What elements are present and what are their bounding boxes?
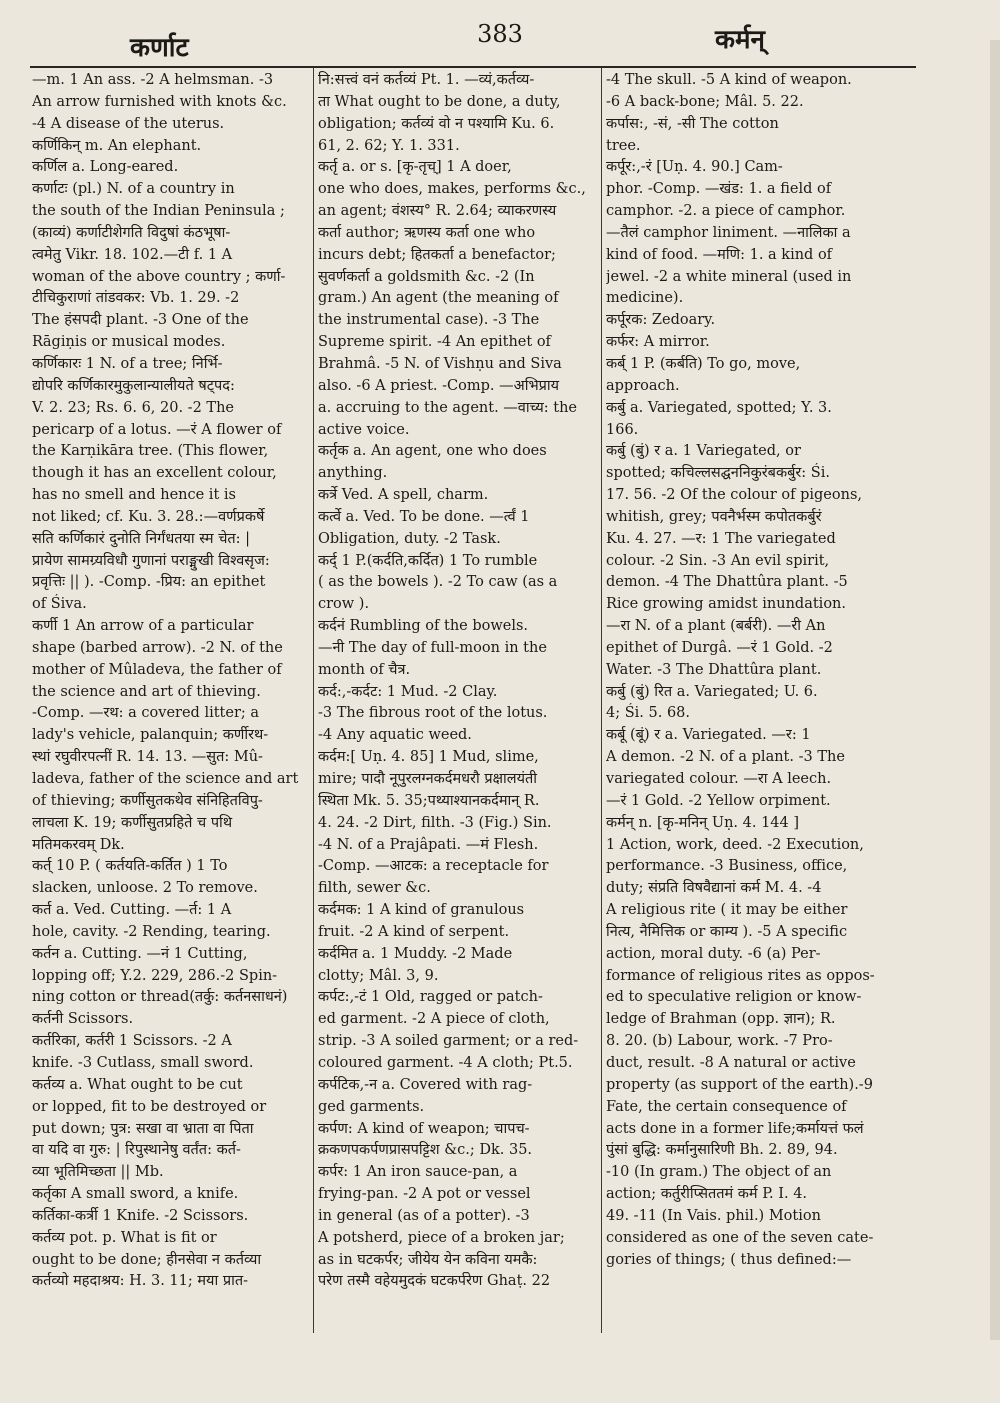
- text-line: kind of food. —मणि: 1. a kind of: [606, 246, 833, 263]
- text-line: —m. 1 An ass. -2 A helmsman. -3: [32, 72, 274, 88]
- text-line: 166.: [606, 421, 639, 438]
- text-line: filth, sewer &c.: [318, 880, 431, 897]
- header-rule: [30, 66, 916, 68]
- text-line: नित्य, नैमित्तिक or काम्य ). -5 A specific: [606, 923, 848, 940]
- text-line: variegated colour. —रा A leech.: [606, 771, 832, 787]
- text-line: The हंसपदी plant. -3 One of the: [32, 312, 249, 329]
- text-line: कर्द् 1 P.(कर्दति,कर्दित) 1 To rumble: [318, 552, 538, 569]
- text-line: mother of Mûladeva, the father of: [32, 661, 282, 678]
- adjacent-page-edge: [990, 40, 1000, 1340]
- text-line: कर्फर: A mirror.: [606, 334, 710, 351]
- text-line: obligation; कर्तव्यं वो न पश्यामि Ku. 6.: [318, 115, 555, 132]
- text-line: -4 N. of a Prajâpati. —मं Flesh.: [318, 836, 539, 853]
- text-line: phor. -Comp. —खंड: 1. a field of: [606, 181, 832, 198]
- text-line: Ku. 4. 27. —र: 1 The variegated: [606, 530, 836, 547]
- text-line: कर्णी 1 An arrow of a particular: [32, 618, 254, 635]
- text-line: प्रायेण सामग्र्यविधौ गुणानां पराङ्मुखी विश्वसृज:: [32, 552, 270, 569]
- text-line: —रा N. of a plant (बर्बरी). —री An: [606, 618, 826, 635]
- text-line: -6 A back-bone; Mâl. 5. 22.: [606, 93, 804, 110]
- text-line: A religious rite ( it may be either: [606, 902, 848, 919]
- text-line: 4; Śi. 5. 68.: [606, 705, 691, 722]
- text-line: medicine).: [606, 290, 684, 307]
- text-line: of Śiva.: [32, 596, 87, 613]
- text-line: duty; संप्रति विषवैद्यानां कर्म M. 4. -4: [606, 880, 822, 897]
- text-line: कर्तृ a. or s. [कृ-तृच्] 1 A doer,: [318, 159, 512, 176]
- text-line: कर्तरिका, कर्तरी 1 Scissors. -2 A: [32, 1033, 232, 1050]
- text-line: कर्पटिक,-न a. Covered with rag-: [318, 1076, 533, 1093]
- text-line: प्रवृत्तिः || ). -Comp. -प्रिय: an epithet: [32, 574, 266, 591]
- text-line: —रं 1 Gold. -2 Yellow orpiment.: [606, 792, 831, 809]
- text-line: कर्दमक: 1 A kind of granulous: [318, 902, 525, 919]
- text-line: action; कर्तुरीप्सिततमं कर्म P. I. 4.: [606, 1186, 808, 1203]
- text-line: कर्पास:, -सं, -सी The cotton: [606, 115, 779, 132]
- text-line: Rice growing amidst inundation.: [606, 596, 847, 613]
- column-2: [318, 70, 610, 1293]
- text-line: put down; पुत्र: सखा वा भ्राता वा पिता: [32, 1120, 254, 1137]
- text-line: A potsherd, piece of a broken jar;: [318, 1229, 565, 1246]
- text-line: -4 Any aquatic weed.: [318, 727, 472, 744]
- text-line: Water. -3 The Dhattûra plant.: [606, 661, 822, 678]
- text-line: व्या भूतिमिच्छता || Mb.: [32, 1164, 164, 1181]
- text-line: strip. -3 A soiled garment; or a red-: [318, 1033, 579, 1050]
- text-line: कर्बु a. Variegated, spotted; Y. 3.: [606, 399, 832, 416]
- text-line: कर्दमित a. 1 Muddy. -2 Made: [318, 945, 513, 962]
- text-line: -4 The skull. -5 A kind of weapon.: [606, 72, 852, 88]
- text-line: camphor. -2. a piece of camphor.: [606, 203, 846, 220]
- text-line: the south of the Indian Peninsula ;: [32, 203, 285, 220]
- text-line: as in घटकर्पर; जीयेय येन कविना यमकै:: [318, 1251, 538, 1268]
- text-line: spotted; कचिल्लसद्घननिकुरंबकर्बुर: Śi.: [606, 465, 830, 482]
- text-line: -Comp. —आटक: a receptacle for: [318, 858, 549, 875]
- text-line: tree.: [606, 137, 641, 154]
- text-line: 17. 56. -2 Of the colour of pigeons,: [606, 487, 862, 504]
- text-line: ladeva, father of the science and art: [32, 771, 299, 787]
- text-line: a. accruing to the agent. —वाच्य: the: [318, 399, 578, 416]
- text-line: वा यदि वा गुरु: | रिपुस्थानेषु वर्तंत: कर्त-: [32, 1142, 241, 1159]
- text-line: 49. -11 (In Vais. phil.) Motion: [606, 1207, 821, 1224]
- text-line: कर्तव्य pot. p. What is fit or: [32, 1229, 217, 1246]
- text-line: कर्तव्यो महदाश्रय: H. 3. 11; मया प्रात-: [32, 1273, 248, 1290]
- text-line: A demon. -2 N. of a plant. -3 The: [606, 749, 845, 766]
- column-3: [606, 70, 896, 1271]
- text-line: V. 2. 23; Rs. 6. 6, 20. -2 The: [32, 399, 235, 416]
- text-line: anything.: [318, 465, 388, 482]
- text-line: the science and art of thieving.: [32, 683, 261, 700]
- text-line: colour. -2 Sin. -3 An evil spirit,: [606, 552, 830, 569]
- text-line: टीचिकुराणां तांडवकर: Vb. 1. 29. -2: [32, 290, 240, 307]
- text-line: formance of religious rites as oppos-: [606, 967, 875, 984]
- text-line: ought to be done; हीनसेवा न कर्तव्या: [32, 1251, 262, 1268]
- text-line: Rāgiṇis or musical modes.: [32, 334, 226, 351]
- text-line: whitish, grey; पवनैर्भस्म कपोतकर्बुरं: [606, 508, 822, 525]
- text-line: कर्णाटः (pl.) N. of a country in: [32, 181, 235, 198]
- text-line: क्रकणपकर्पणप्रासपट्टिश &c.; Dk. 35.: [318, 1142, 533, 1159]
- text-line: of thieving; कर्णीसुतकथेव संनिहितविपु-: [32, 792, 263, 809]
- text-line: 61, 2. 62; Y. 1. 331.: [318, 137, 460, 154]
- text-line: Brahmâ. -5 N. of Vishṇu and Siva: [318, 355, 562, 372]
- text-line: -Comp. —रथ: a covered litter; a: [32, 705, 260, 722]
- text-line: Supreme spirit. -4 An epithet of: [318, 334, 551, 351]
- text-line: सति कर्णिकारं दुनोति निर्गंधतया स्म चेत: |: [32, 530, 251, 547]
- text-line: कर्पण: A kind of weapon; चापच-: [318, 1120, 530, 1137]
- text-line: incurs debt; हितकर्ता a benefactor;: [318, 246, 556, 263]
- text-line: slacken, unloose. 2 To remove.: [32, 880, 258, 897]
- text-line: ed garment. -2 A piece of cloth,: [318, 1011, 550, 1028]
- text-line: an agent; वंशस्य° R. 2.64; व्याकरणस्य: [318, 203, 557, 220]
- column-1: [32, 70, 324, 1293]
- text-line: कर्ब् 1 P. (कर्बति) To go, move,: [606, 355, 801, 372]
- text-line: कर्णिकारः 1 N. of a tree; निर्भि-: [32, 355, 223, 372]
- text-line: crow ).: [318, 596, 370, 613]
- page-number: 383: [477, 20, 523, 48]
- text-line: coloured garment. -4 A cloth; Pt.5.: [318, 1054, 573, 1071]
- text-line: also. -6 A priest. -Comp. —अभिप्राय: [318, 377, 560, 394]
- text-line: the instrumental case). -3 The: [318, 312, 540, 329]
- text-line: performance. -3 Business, office,: [606, 858, 848, 875]
- text-line: स्थिता Mk. 5. 35;पथ्याश्यानकर्दमान् R.: [318, 792, 540, 809]
- text-line: ed to speculative religion or know-: [606, 989, 862, 1006]
- text-line: कर्ता author; ऋणस्य कर्ता one who: [318, 224, 536, 241]
- text-line: gories of things; ( thus defined:—: [606, 1251, 852, 1268]
- text-line: कर्त्रे Ved. A spell, charm.: [318, 487, 489, 504]
- text-line: परेण तस्मै वहेयमुदकं घटकर्परेण Ghaṭ. 22: [318, 1273, 551, 1290]
- text-line: frying-pan. -2 A pot or vessel: [318, 1186, 531, 1203]
- header-left-word: कर्णाट: [130, 33, 189, 63]
- text-line: approach.: [606, 377, 680, 394]
- text-line: epithet of Durgâ. —रं 1 Gold. -2: [606, 639, 833, 656]
- text-line: Fate, the certain consequence of: [606, 1098, 847, 1115]
- text-line: ( as the bowels ). -2 To caw (as a: [318, 574, 558, 591]
- text-line: 8. 20. (b) Labour, work. -7 Pro-: [606, 1033, 833, 1050]
- text-line: (काव्यं) कर्णाटीशेगति विदुषां कंठभूषा-: [32, 224, 231, 241]
- text-line: कर्तृक a. An agent, one who does: [318, 443, 547, 460]
- text-line: 1 Action, work, deed. -2 Execution,: [606, 836, 864, 853]
- text-line: lopping off; Y.2. 229, 286.-2 Spin-: [32, 967, 278, 984]
- text-line: action, moral duty. -6 (a) Per-: [606, 945, 821, 962]
- text-line: the Karṇikāra tree. (This flower,: [32, 443, 269, 460]
- text-line: कर्पूरक: Zedoary.: [606, 312, 716, 329]
- text-line: कर्णिकिन् m. An elephant.: [32, 137, 202, 154]
- text-line: कर्तव्य a. What ought to be cut: [32, 1076, 243, 1093]
- text-line: property (as support of the earth).-9: [606, 1076, 873, 1093]
- text-line: कर्त a. Ved. Cutting. —र्त: 1 A: [32, 902, 232, 919]
- text-line: मतिमकरवम् Dk.: [32, 836, 125, 853]
- text-line: ledge of Brahman (opp. ज्ञान); R.: [606, 1011, 836, 1028]
- text-line: mire; पादौ नूपुरलग्नकर्दमधरौ प्रक्षालयंती: [318, 771, 537, 787]
- text-line: नि:सत्त्वं वनं कर्तव्यं Pt. 1. —व्यं,कर्तव्य-: [318, 72, 535, 88]
- text-line: in general (as of a potter). -3: [318, 1207, 530, 1224]
- text-line: कर्पर: 1 An iron sauce-pan, a: [318, 1164, 518, 1181]
- text-line: पुंसां बुद्धि: कर्मानुसारिणी Bh. 2. 89, 94.: [606, 1142, 838, 1159]
- text-line: कर्दम:[ Uṇ. 4. 85] 1 Mud, slime,: [318, 749, 539, 766]
- text-line: लाचला K. 19; कर्णीसुतप्रहिते च पथि: [32, 814, 233, 831]
- text-line: कर्बु (बुं) रित a. Variegated; U. 6.: [606, 683, 818, 700]
- text-line: —तैलं camphor liniment. —नालिका a: [606, 224, 851, 241]
- text-line: -4 A disease of the uterus.: [32, 115, 225, 132]
- text-line: active voice.: [318, 421, 410, 438]
- text-line: कर्पूर:,-रं [Uṇ. 4. 90.] Cam-: [606, 159, 783, 176]
- text-line: —नी The day of full-moon in the: [318, 639, 547, 656]
- text-line: 4. 24. -2 Dirt, filth. -3 (Fig.) Sin.: [318, 814, 552, 831]
- text-line: कर्तन a. Cutting. —नं 1 Cutting,: [32, 945, 248, 962]
- text-line: द्योपरि कर्णिकारमुकुलान्यालीयते षट्पद:: [32, 377, 235, 394]
- text-line: gram.) An agent (the meaning of: [318, 290, 559, 307]
- text-line: not liked; cf. Ku. 3. 28.:—वर्णप्रकर्षे: [32, 508, 265, 525]
- header-right-word: कर्मन्: [715, 25, 765, 55]
- text-line: or lopped, fit to be destroyed or: [32, 1098, 267, 1115]
- text-line: कर्मन् n. [कृ-मनिन् Uṇ. 4. 144 ]: [606, 814, 800, 831]
- text-line: lady's vehicle, palanquin; कर्णीरथ-: [32, 727, 269, 744]
- text-line: fruit. -2 A kind of serpent.: [318, 923, 510, 940]
- text-line: ning cotton or thread(तर्कु: कर्तनसाधनं): [32, 989, 288, 1006]
- text-line: has no smell and hence it is: [32, 487, 236, 504]
- text-line: one who does, makes, performs &c.,: [318, 181, 586, 198]
- text-line: pericarp of a lotus. —रं A flower of: [32, 421, 282, 438]
- text-line: कर्बु (बुं) र a. 1 Variegated, or: [606, 443, 801, 460]
- text-line: shape (barbed arrow). -2 N. of the: [32, 639, 283, 656]
- text-line: duct, result. -8 A natural or active: [606, 1054, 856, 1071]
- text-line: demon. -4 The Dhattûra plant. -5: [606, 574, 848, 591]
- text-line: month of चैत्र.: [318, 661, 411, 678]
- text-line: -3 The fibrous root of the lotus.: [318, 705, 548, 722]
- text-line: acts done in a former life;कर्मायत्तं फलं: [606, 1120, 864, 1137]
- text-line: -10 (In gram.) The object of an: [606, 1164, 832, 1181]
- text-line: कर्त् 10 P. ( कर्तयति-कर्तित ) 1 To: [32, 858, 228, 875]
- text-line: An arrow furnished with knots &c.: [32, 93, 287, 110]
- text-line: Obligation, duty. -2 Task.: [318, 530, 501, 547]
- text-line: considered as one of the seven cate-: [606, 1229, 874, 1246]
- text-line: jewel. -2 a white mineral (used in: [606, 268, 852, 285]
- text-line: ता What ought to be done, a duty,: [318, 93, 561, 110]
- text-line: स्थां रघुवीरपत्नीं R. 14. 13. —सुत: Mû-: [32, 749, 263, 766]
- text-line: सुवर्णकर्ता a goldsmith &c. -2 (In: [318, 268, 535, 285]
- text-line: कर्तिका-कर्त्री 1 Knife. -2 Scissors.: [32, 1207, 249, 1224]
- text-line: ged garments.: [318, 1098, 425, 1115]
- text-line: कर्तनी Scissors.: [32, 1011, 134, 1028]
- text-line: hole, cavity. -2 Rending, tearing.: [32, 923, 271, 940]
- text-line: कर्बू (बूं) र a. Variegated. —र: 1: [606, 727, 811, 744]
- text-line: कर्द:,-कर्दट: 1 Mud. -2 Clay.: [318, 683, 498, 700]
- text-line: कर्पट:,-टं 1 Old, ragged or patch-: [318, 989, 543, 1006]
- text-line: कर्दनं Rumbling of the bowels.: [318, 618, 529, 635]
- text-line: knife. -3 Cutlass, small sword.: [32, 1054, 254, 1071]
- text-line: woman of the above country ; कर्णा-: [32, 268, 286, 285]
- text-line: clotty; Mâl. 3, 9.: [318, 967, 439, 984]
- text-line: कर्तृका A small sword, a knife.: [32, 1186, 239, 1203]
- page-header: [0, 14, 1000, 64]
- text-line: कर्त्वे a. Ved. To be done. —र्त्वं 1: [318, 508, 530, 525]
- text-line: though it has an excellent colour,: [32, 465, 277, 482]
- text-line: त्वमेतु Vikr. 18. 102.—टी f. 1 A: [32, 246, 233, 263]
- text-line: कर्णिल a. Long-eared.: [32, 159, 179, 176]
